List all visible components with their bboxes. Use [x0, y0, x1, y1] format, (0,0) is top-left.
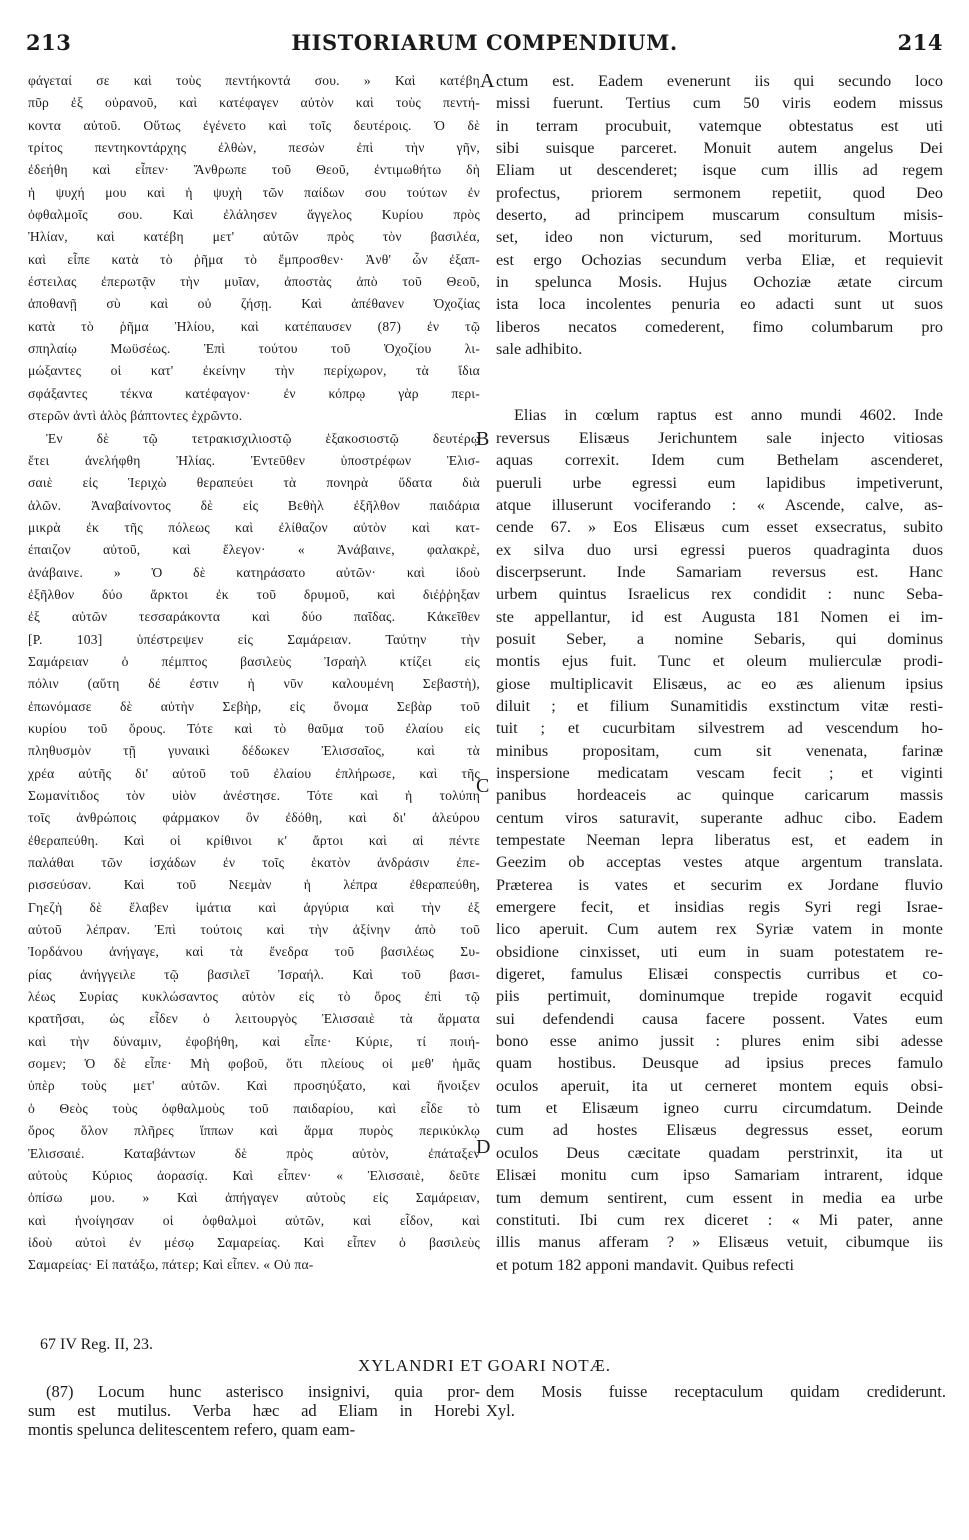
text-line: piis pertimuit, dominumque trepide rogavit ecquid: [496, 987, 943, 1006]
text-line: diluit ; et filium Sunamitidis exstinctum vitæ resti-: [496, 696, 943, 715]
text-line: τοῖς ἀνθρώποις φάρμακον ὂν ἐδόθη, καὶ δι' ἀλεύρου: [28, 810, 480, 826]
text-line: set, ideo non victurum, sed moriturum. Mortuus: [496, 228, 943, 247]
text-line: illis manus afferam ? » Elisæus vetuit, cibumque iis: [496, 1233, 943, 1252]
text-line: emergere fecit, et insidias regis Syri regi Israe-: [496, 898, 943, 917]
text-line: ρίας ἀνήγγειλε τῷ βασιλεῖ Ἰσραήλ. Καὶ τοῦ βασι-: [28, 966, 480, 982]
text-line: tum demum sentirent, cum essent in media ea urbe: [496, 1188, 943, 1207]
text-line: κατὰ τὸ ῥῆμα Ἠλίου, καὶ κατέπαυσεν (87) ἐν τῷ: [28, 318, 480, 334]
text-line: inspersione medicatam vescam fecit ; et viginti: [496, 763, 943, 782]
text-line: Σαμάρειαν ὁ πέμπτος βασιλεὺς Ἰσραὴλ κτίζει εἰς: [28, 653, 480, 669]
text-line: ste appellantur, id est Augusta 181 Nomen ei im-: [496, 607, 943, 626]
text-line: ἐξ αὐτῶν τεσσαράκοντα καὶ δύο παῖδας. Κἀκεῖθεν: [28, 609, 480, 625]
text-line: Geezim ob acceptas vestes atque argentum translata.: [496, 853, 943, 872]
text-line: καὶ τὴν δύναμιν, ἐφοβήθη, καὶ εἶπε· Κύριε, τί ποιή-: [28, 1033, 480, 1049]
text-line: reversus Elisæus Jerichuntem sale injecto vitiosas: [496, 428, 943, 447]
text-line: ἐδεήθη καὶ εἶπεν· Ἄνθρωπε τοῦ Θεοῦ, ἐντιμωθήτω δὴ: [28, 162, 480, 178]
text-line: dem Mosis fuisse receptaculum quidam crediderunt.: [486, 1382, 946, 1401]
text-line: urbem quintus Israelicus rex condidit : nunc Seba-: [496, 585, 943, 604]
text-line: λέως Συρίας κυκλώσαντος αὐτὸν εἰς τὸ ὄρος ἐπὶ τῷ: [28, 989, 480, 1005]
text-line: σαιὲ εἰς Ἱεριχὼ θεραπεύει τὰ πονηρὰ ὕδατα διὰ: [28, 475, 480, 491]
text-line: αὐτοὺς Κύριος ἀορασίᾳ. Καὶ εἶπεν· « Ἐλισσαιὲ, δεῦτε: [28, 1167, 480, 1183]
margin-letter-a: A: [480, 70, 495, 92]
text-line: oculos Deus cæcitate quadam perstrinxit, ita ut: [496, 1143, 943, 1162]
text-line: πῦρ ἐξ οὐρανοῦ, καὶ κατέφαγεν αὐτὸν καὶ τοὺς πεντή-: [28, 95, 480, 111]
text-line: καὶ εἶπε κατὰ τὸ ῥῆμα τὸ ἔμπροσθεν· Ἀνθ' ὧν ἐξαπ-: [28, 251, 480, 267]
text-line: cende 67. » Eos Elisæus cum esset exsecratus, subito: [496, 518, 943, 537]
page-title: HISTORIARUM COMPENDIUM.: [291, 30, 678, 55]
text-line: Ἰορδάνου ἀνήγαγε, καὶ τὰ ἔνεδρα τοῦ βασιλέως Συ-: [28, 944, 480, 960]
text-line: κυρίου τοῦ ὄρους. Τότε καὶ τὸ θαῦμα τοῦ ἐλαίου εἰς: [28, 720, 480, 736]
page-number-right: 214: [897, 30, 943, 55]
text-line: missi fuerunt. Tertius cum 50 viris eodem missus: [496, 94, 943, 113]
text-line: χρέα αὐτῆς δι' αὐτοῦ τοῦ ἐλαίου ἐπλήρωσε, καὶ τῆς: [28, 765, 480, 781]
text-line: digeret, famulus Elisæi conspectis curribus et co-: [496, 965, 943, 984]
text-line: πληθυσμὸν τῇ γυναικὶ δέδωκεν Ἐλισσαῖος, καὶ τὰ: [28, 743, 480, 759]
text-line: ista loca incolentes penuria eo adacti sunt ut suos: [496, 295, 943, 314]
latin-paragraph-1: [496, 70, 943, 360]
text-line: in terram procubuit, vatemque obtestatus est uti: [496, 116, 943, 135]
text-line: ἰδοὺ αὐτοὶ ἐν μέσῳ Σαμαρείας. Καὶ εἶπεν ὁ βασιλεὺς: [28, 1234, 480, 1250]
text-line: montis spelunca delitescentem refero, quam eam-: [28, 1420, 356, 1439]
text-line: profectus, priorem sermonem repetiit, quod Deo: [496, 183, 943, 202]
text-line: ὀφθαλμοῖς σου. Καὶ ἐλάλησεν ἄγγελος Κυρίου πρὸς: [28, 207, 480, 223]
greek-paragraph-2: [28, 428, 480, 1277]
latin-paragraph-2: [496, 404, 943, 1275]
text-line: aquas correxit. Idem cum Bethelam ascenderet,: [496, 451, 943, 470]
footnote: 67 IV Reg. II, 23.: [40, 1336, 154, 1353]
text-line: κρατῆσαι, ὡς εἶδεν ὁ λειτουργὸς Ἐλισσαιὲ τὰ ἅρματα: [28, 1011, 480, 1027]
text-line: cum ad hostes Elisæus degressus esset, eorum: [496, 1121, 943, 1140]
text-line: minibus propositam, cum sit venenata, farinæ: [496, 741, 943, 760]
text-line: Ἠλίαν, καὶ κατέβη μετ' αὐτῶν πρὸς τὸν βασιλέα,: [28, 229, 480, 245]
notes-right-column: [486, 1382, 946, 1420]
text-line: giose multiplicavit Elisæus, ac eo æs alienum ipsius: [496, 674, 943, 693]
text-line: μικρὰ ἐκ τῆς πόλεως καὶ ἐλίθαζον αὐτὸν καὶ κατ-: [28, 519, 480, 535]
text-line: sui defendendi causa facere possent. Vates eum: [496, 1009, 943, 1028]
text-line: Eliam ut descenderet; isque cum illis ad regem: [496, 161, 943, 180]
text-line: μώξαντες οἱ κατ' ἐκείνην τὴν περίχωρον, τὰ ἴδια: [28, 363, 480, 379]
text-line: Ἐν δὲ τῷ τετρακισχιλιοστῷ ἑξακοσιοστῷ δευτέρῳ: [46, 430, 480, 446]
text-line: Σαμαρείας· Εἰ πατάξω, πάτερ; Καὶ εἶπεν. « Οὐ πα-: [28, 1257, 314, 1273]
text-line: σπηλαίῳ Μωϋσέως. Ἐπὶ τούτου τοῦ Ὀχοζίου λι-: [28, 341, 480, 357]
text-line: Elias in cœlum raptus est anno mundi 4602. Inde: [514, 406, 943, 425]
text-line: liberos necatos comederent, fimo columbarum pro: [496, 317, 943, 336]
text-line: deserto, ad principem muscarum consultum misis-: [496, 206, 943, 225]
text-line: panibus hordeaceis ac quinque caricarum massis: [496, 786, 943, 805]
notes-heading: XYLANDRI ET GOARI NOTÆ.: [357, 1356, 612, 1375]
text-line: ex silva duo ursi egressi pueros quadraginta duos: [496, 540, 943, 559]
text-line: in spelunca Mosis. Hujus Ochoziæ ætate circum: [496, 273, 943, 292]
notes-left-column: [28, 1382, 480, 1439]
text-line: ἔτει ἀνελήφθη Ἠλίας. Ἐντεῦθεν ὑποστρέφων Ἐλισ-: [28, 452, 480, 468]
text-line: bono esse animo jussit : plures enim sibi adesse: [496, 1032, 943, 1051]
text-line: tum et Elisæum igneo curru circumdatum. Deinde: [496, 1099, 943, 1118]
text-line: Σωμανίτιδος τὸν υἱὸν ἀνέστησε. Τότε καὶ ἡ τολύπη: [28, 788, 480, 803]
text-line: ἐξῆλθον δύο ἄρκτοι ἐκ τοῦ δρυμοῦ, καὶ διέῤῥηξαν: [28, 586, 480, 602]
text-line: κοντα αὐτοῦ. Οὕτως ἐγένετο καὶ τοῖς δευτέροις. Ὁ δὲ: [28, 117, 480, 133]
text-line: ἡ ψυχή μου καὶ ἡ ψυχὴ τῶν παίδων σου τούτων ἐν: [28, 184, 480, 200]
text-line: montis ejus fuit. Tunc et oleum mulierculæ prodi-: [496, 652, 943, 671]
text-line: quam hostibus. Deusque ad ipsius preces famulo: [496, 1054, 943, 1073]
text-line: ἐθεραπεύθη. Καὶ οἱ κρίθινοι κ' ἄρτοι καὶ αἱ πέντε: [28, 832, 480, 848]
text-line: παλάθαι τῶν ἰσχάδων ἐν τοῖς ἑκατὸν ἀνδράσιν ἐπε-: [28, 855, 480, 871]
text-line: καὶ ἠνοίγησαν οἱ ὀφθαλμοὶ αὐτῶν, καὶ εἶδον, καὶ: [28, 1212, 480, 1228]
page-number-left: 213: [26, 30, 72, 55]
text-line: ctum est. Eadem evenerunt iis qui secundo loco: [496, 72, 943, 90]
text-line: στερῶν ἀντὶ ἁλὸς βάπτοντες ἐχρῶντο.: [28, 408, 243, 424]
text-line: sibi suisque parceret. Monuit autem angelus Dei: [496, 139, 943, 158]
text-line: sale adhibito.: [496, 340, 583, 359]
greek-column: [28, 70, 480, 1277]
text-line: πόλιν (αὕτη δέ ἐστιν ἡ νῦν καλουμένη Σεβαστὴ),: [28, 676, 480, 692]
text-line: ὑπὲρ τοὺς μετ' αὐτῶν. Καὶ προσηύξατο, καὶ ἤνοιξεν: [28, 1078, 480, 1094]
text-line: oculos aperuit, ita ut cerneret montem equis obsi-: [496, 1076, 943, 1095]
text-line: Elisæi monitu cum ipso Samariam intrarent, idque: [496, 1166, 943, 1185]
margin-letter-b: B: [476, 428, 490, 450]
text-line: (87) Locum hunc asterisco insignivi, quia pror-: [46, 1382, 480, 1401]
text-line: ἐπωνόμασε δὲ αὐτὴν Σεβὴρ, εἰς ὄνομα Σεβὰρ τοῦ: [28, 698, 480, 714]
text-line: ἀνάβαινε. » Ὁ δὲ κατηράσατο αὐτῶν· καὶ ἰδοὺ: [28, 564, 480, 580]
text-line: tuit ; et cucurbitam silvestrem ad vescendum ho-: [496, 719, 943, 738]
text-line: σφάξαντες τέκνα κατέφαγον· ἐν κόπρῳ γὰρ περι-: [28, 385, 480, 401]
text-line: pueruli urbe egressi eum lapidibus impetiverunt,: [496, 473, 943, 492]
text-line: Ἐλισσαιέ. Καταβάντων δὲ πρὸς αὐτὸν, ἐπάταξεν: [28, 1145, 480, 1161]
text-line: [P. 103] ὑπέστρεψεν εἰς Σαμάρειαν. Ταύτην τὴν: [28, 631, 480, 647]
greek-paragraph-1: [28, 70, 480, 428]
text-line: lico aperuit. Cum autem rex Syriæ vatem in monte: [496, 920, 943, 939]
text-line: Γηεζὴ δὲ ἔλαβεν ἱμάτια καὶ ἀργύρια καὶ τὴν ἐξ: [28, 899, 480, 915]
text-line: sum est mutilus. Verba hæc ad Eliam in Horebi: [28, 1401, 480, 1420]
text-line: constituti. Ibi cum rex diceret : « Mi pater, anne: [496, 1210, 943, 1229]
text-line: έστειλας ἐπερωτᾷν τὴν μυῖαν, ἀποστὰς ἀπὸ τοῦ Θεοῦ,: [28, 274, 480, 290]
text-line: discerpserunt. Inde Samariam reversus est. Hanc: [496, 562, 943, 581]
text-line: ἁλῶν. Ἀναβαίνοντος δὲ εἰς Βεθὴλ ἐξῆλθον παιδάρια: [28, 497, 480, 513]
text-line: Præterea is vates et securim ex Jordane fluvio: [496, 875, 943, 894]
latin-column: [496, 70, 943, 1276]
text-line: posuit Seber, a nomine Sebaris, qui dominus: [496, 629, 943, 648]
text-line: ρισσεύσαν. Καὶ τοῦ Νεεμὰν ἡ λέπρα ἐθεραπεύθη,: [28, 877, 480, 893]
text-line: ὀπίσω μου. » Καὶ ἀπήγαγεν αὐτοὺς εἰς Σαμάρειαν,: [28, 1190, 480, 1206]
text-line: ὄρος ὅλον πλῆρες ἵππων καὶ ἅρμα πυρὸς περικύκλῳ: [28, 1123, 480, 1139]
text-line: atque illuserunt vociferando : « Ascende, calve, as-: [496, 495, 943, 514]
text-line: τρίτος πεντηκοντάρχης ἐλθὼν, πεσὼν ἐπὶ τὴν γῆν,: [28, 140, 480, 156]
text-line: est ergo Ochozias secundum verba Eliæ, et requievit: [496, 250, 943, 269]
text-line: σομεν; Ὁ δὲ εἶπε· Μὴ φοβοῦ, ὅτι πλείους οἱ μεθ' ἡμᾶς: [28, 1056, 480, 1072]
margin-letter-c: C: [476, 775, 490, 797]
text-line: φάγεταί σε καὶ τοὺς πεντήκοντά σου. » Καὶ κατέβη: [28, 73, 480, 88]
text-line: et potum 182 apponi mandavit. Quibus refecti: [496, 1255, 795, 1274]
text-line: ἀποθανῇ σὺ καὶ οὐ ζήσῃ. Καὶ ἀπέθανεν Ὀχοζίας: [28, 296, 480, 312]
text-line: centum viros saturavit, superante adhuc cibo. Eadem: [496, 808, 943, 827]
text-line: έπαιζον αὐτοῦ, καὶ ἔλεγον· « Ἀνάβαινε, φαλακρὲ,: [28, 542, 480, 558]
margin-letter-d: D: [476, 1136, 491, 1158]
text-line: Xyl.: [486, 1401, 515, 1420]
text-line: obsidione cinxisset, uti eum in suam potestatem re-: [496, 942, 943, 961]
text-line: tempestate Neeman lepra liberatus est, et eadem in: [496, 831, 943, 849]
running-head: [26, 30, 943, 60]
text-line: ὁ Θεὸς τοὺς ὀφθαλμοὺς τοῦ παιδαρίου, καὶ εἶδε τὸ: [28, 1100, 480, 1116]
text-line: αὐτοῦ λέπραν. Ἐπὶ τούτοις καὶ τὴν ἀξίνην ἀπὸ τοῦ: [28, 922, 480, 938]
